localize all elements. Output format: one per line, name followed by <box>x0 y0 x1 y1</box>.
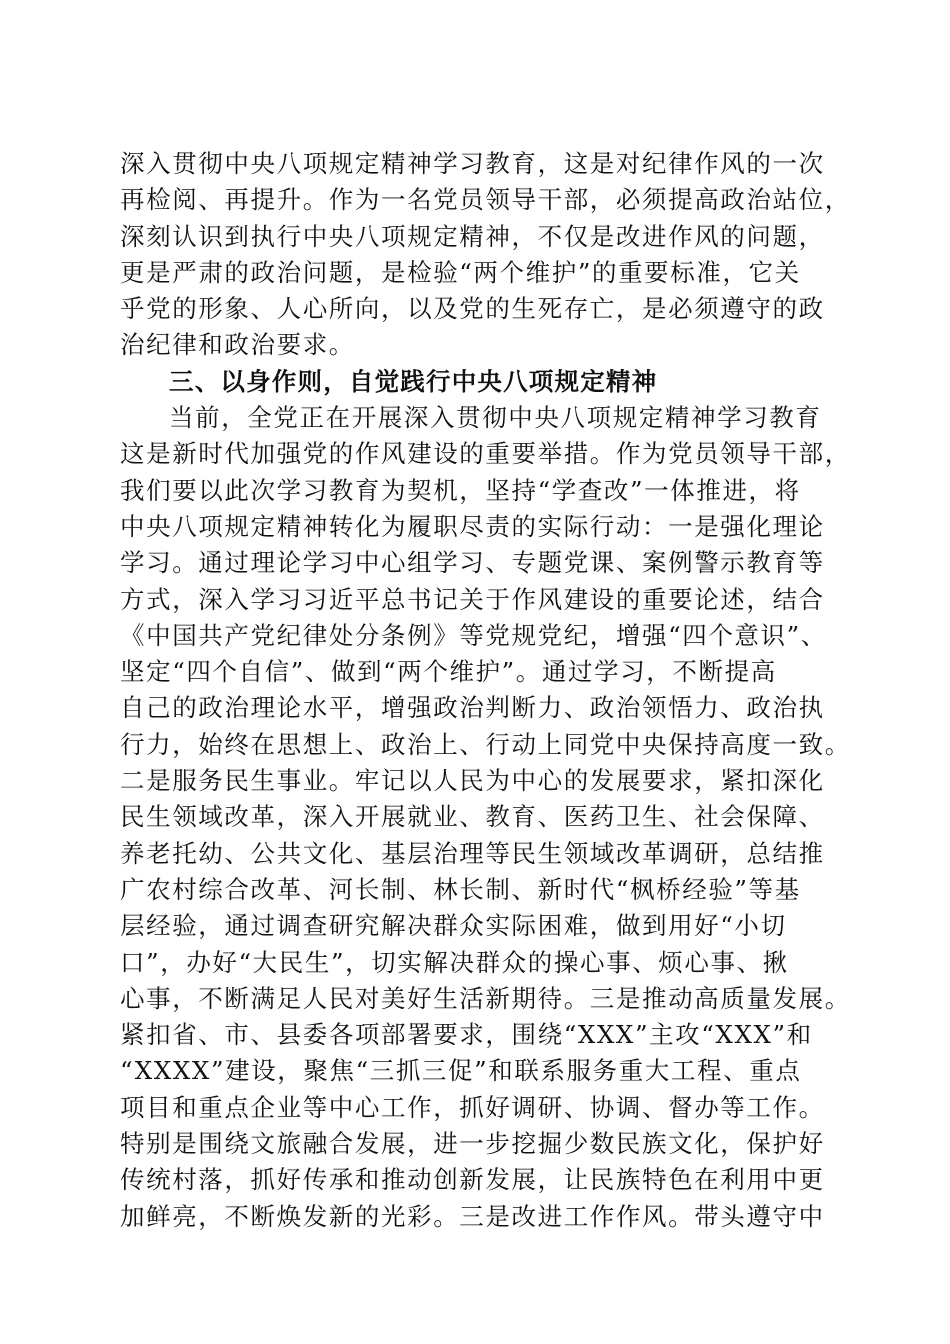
body-line: 这是新时代加强党的作风建设的重要举措。作为党员领导干部， <box>120 439 851 469</box>
body-line: 层经验，通过调查研究解决群众实际困难，做到用好“小切 <box>120 911 787 941</box>
body-line: 传统村落，抓好传承和推动创新发展，让民族特色在利用中更 <box>120 1165 825 1195</box>
body-line: 项目和重点企业等中心工作，抓好调研、协调、督办等工作。 <box>120 1092 825 1122</box>
body-line: 特别是围绕文旅融合发展，进一步挖掘少数民族文化，保护好 <box>120 1129 825 1159</box>
body-line: 中央八项规定精神转化为履职尽责的实际行动：一是强化理论 <box>120 511 825 541</box>
body-line: 加鲜亮，不断焕发新的光彩。三是改进工作作风。带头遵守中 <box>120 1201 825 1231</box>
body-line: 更是严肃的政治问题，是检验“两个维护”的重要标准，它关 <box>120 257 801 287</box>
body-line: 行力，始终在思想上、政治上、行动上同党中央保持高度一致。 <box>120 729 851 759</box>
body-line: 广农村综合改革、河长制、林长制、新时代“枫桥经验”等基 <box>120 874 801 904</box>
body-line: 口”，办好“大民生”，切实解决群众的操心事、烦心事、揪 <box>120 947 789 977</box>
body-line: 《中国共产党纪律处分条例》等党规党纪，增强“四个意识”、 <box>120 620 827 650</box>
body-line: 民生领域改革，深入开展就业、教育、医药卫生、社会保障、 <box>120 802 825 832</box>
document-body <box>120 146 860 1235</box>
body-line: 学习。通过理论学习中心组学习、专题党课、案例警示教育等 <box>120 548 825 578</box>
body-line: 心事，不断满足人民对美好生活新期待。三是推动高质量发展。 <box>120 983 851 1013</box>
body-line: 深入贯彻中央八项规定精神学习教育，这是对纪律作风的一次 <box>120 149 825 178</box>
body-line: 治纪律和政治要求。 <box>120 330 355 360</box>
body-line: 当前，全党正在开展深入贯彻中央八项规定精神学习教育 <box>169 403 822 433</box>
body-line: 养老托幼、公共文化、基层治理等民生领域改革调研，总结推 <box>120 838 825 868</box>
body-line: 乎党的形象、人心所向，以及党的生死存亡，是必须遵守的政 <box>120 294 825 324</box>
section-heading: 三、以身作则，自觉践行中央八项规定精神 <box>169 366 658 396</box>
body-line: 再检阅、再提升。作为一名党员领导干部，必须提高政治站位， <box>120 185 851 215</box>
body-line: 自己的政治理论水平，增强政治判断力、政治领悟力、政治执 <box>120 693 825 723</box>
body-line: 坚定“四个自信”、做到“两个维护”。通过学习，不断提高 <box>120 657 777 687</box>
body-line: 紧扣省、市、县委各项部署要求，围绕“XXX”主攻“XXX”和 <box>120 1020 813 1050</box>
body-line: “XXXX”建设，聚焦“三抓三促”和联系服务重大工程、重点 <box>120 1056 802 1086</box>
body-line: 深刻认识到执行中央八项规定精神，不仅是改进作风的问题， <box>120 221 825 251</box>
body-line: 二是服务民生事业。牢记以人民为中心的发展要求，紧扣深化 <box>120 766 825 796</box>
body-line: 方式，深入学习习近平总书记关于作风建设的重要论述，结合 <box>120 584 825 614</box>
body-line: 我们要以此次学习教育为契机，坚持“学查改”一体推进，将 <box>120 475 801 505</box>
